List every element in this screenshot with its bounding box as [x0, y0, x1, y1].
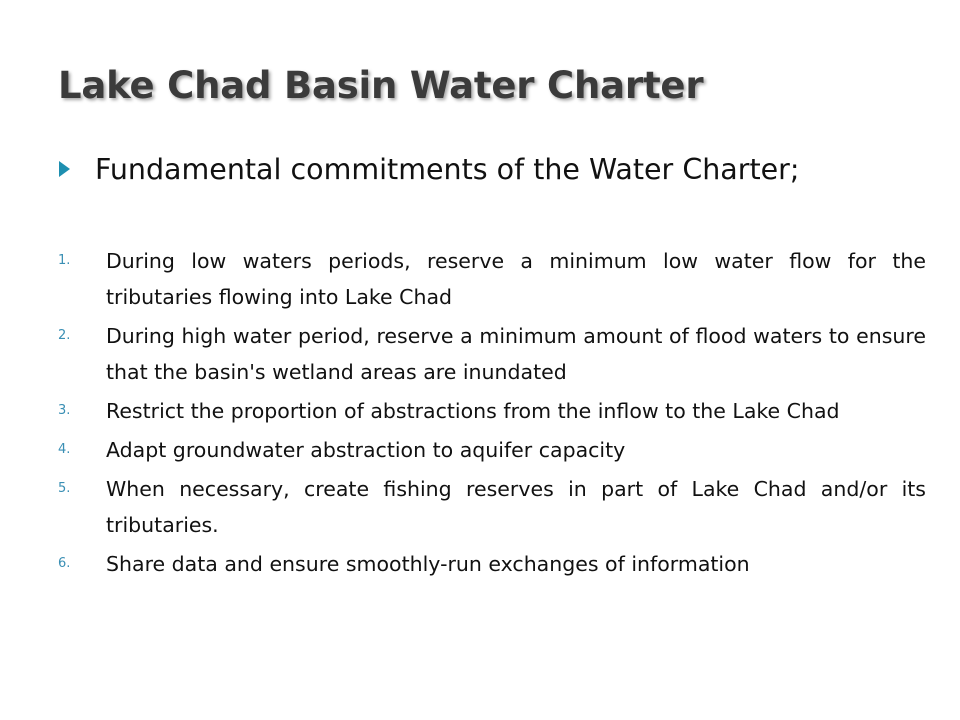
triangle-right-icon	[59, 161, 70, 177]
commitments-list	[58, 243, 926, 585]
item-text: Restrict the proportion of abstractions from the inflow to the Lake Chad	[106, 399, 840, 423]
slide-title: Lake Chad Basin Water Charter	[58, 64, 704, 107]
item-text: During low waters periods, reserve a minimum low water flow for the tributaries flowing into Lake Chad	[106, 249, 926, 309]
item-text: Adapt groundwater abstraction to aquifer capacity	[106, 438, 626, 462]
list-item	[58, 393, 926, 429]
list-item	[58, 432, 926, 468]
item-number: 1.	[58, 253, 71, 268]
item-text: Share data and ensure smoothly-run exchanges of information	[106, 552, 750, 576]
item-text: When necessary, create fishing reserves in part of Lake Chad and/or its tributaries.	[106, 477, 926, 537]
item-number: 3.	[58, 403, 71, 418]
item-number: 4.	[58, 442, 71, 457]
item-number: 5.	[58, 481, 71, 496]
lead-bullet	[57, 150, 877, 190]
item-number: 2.	[58, 328, 71, 343]
list-item	[58, 546, 926, 582]
list-item	[58, 471, 926, 543]
list-item	[58, 318, 926, 390]
lead-text: Fundamental commitments of the Water Charter;	[95, 153, 800, 186]
item-number: 6.	[58, 556, 71, 571]
item-text: During high water period, reserve a minimum amount of flood waters to ensure that the basin's wetland areas are inundated	[106, 324, 926, 384]
list-item	[58, 243, 926, 315]
